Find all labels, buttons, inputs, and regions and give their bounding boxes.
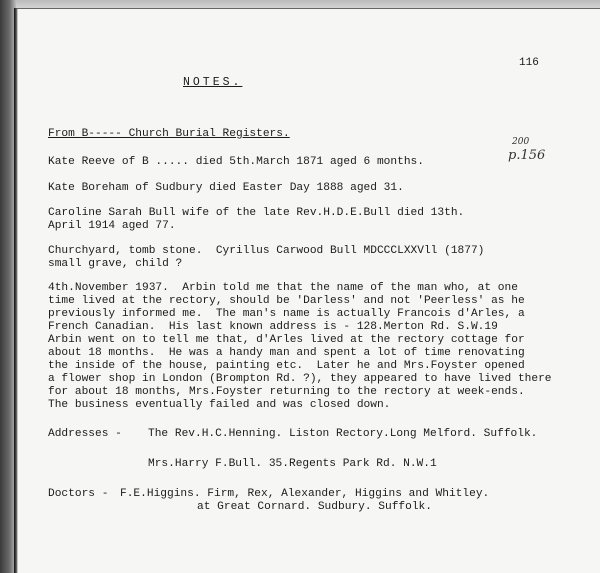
paragraph-line-1: 4th.November 1937. Arbin told me that the name of the man who, at one <box>48 282 518 294</box>
page-title: NOTES. <box>183 76 243 89</box>
page-edge <box>14 8 18 573</box>
doctors-line-2: at Great Cornard. Sudbury. Suffolk. <box>197 501 432 513</box>
churchyard-line-1: Churchyard, tomb stone. Cyrillus Carwood Bull MDCCCLXXVll (1877) <box>48 245 485 257</box>
doctors-line-1: F.E.Higgins. Firm, Rex, Alexander, Higgins and Whitley. <box>120 488 490 500</box>
doctors-label: Doctors - <box>48 488 109 500</box>
handwritten-note-top: 200 <box>512 137 530 147</box>
paragraph-line-8: a flower shop in London (Brompton Rd. ?), they appeared to have lived there <box>48 373 552 385</box>
paragraph-line-4: French Canadian. His last known address is - 128.Merton Rd. S.W.19 <box>48 321 498 333</box>
address-line-2: Mrs.Harry F.Bull. 35.Regents Park Rd. N.W.1 <box>148 458 437 470</box>
paragraph-line-7: the inside of the house, painting etc. Later he and Mrs.Foyster opened <box>48 360 525 372</box>
entry-kate-reeve: Kate Reeve of B ..... died 5th.March 1871 aged 6 months. <box>48 156 424 168</box>
paragraph-line-10: The business eventually failed and was closed down. <box>48 399 391 411</box>
address-line-1: The Rev.H.C.Henning. Liston Rectory.Long Melford. Suffolk. <box>148 428 538 440</box>
paragraph-line-9: for about 18 months, Mrs.Foyster returning to the rectory at week-ends. <box>48 386 525 398</box>
paragraph-line-6: about 18 months. He was a handy man and spent a lot of time renovating <box>48 347 525 359</box>
paragraph-line-2: time lived at the rectory, should be 'Darless' and not 'Peerless' as he <box>48 295 525 307</box>
entry-kate-boreham: Kate Boreham of Sudbury died Easter Day 1888 aged 31. <box>48 182 404 194</box>
churchyard-line-2: small grave, child ? <box>48 258 183 270</box>
entry-caroline-line-1: Caroline Sarah Bull wife of the late Rev.H.D.E.Bull died 13th. <box>48 207 465 219</box>
section-heading: From B----- Church Burial Registers. <box>48 128 290 140</box>
handwritten-note: p.156 <box>508 148 546 163</box>
addresses-label: Addresses - <box>48 428 122 440</box>
paragraph-line-5: Arbin went on to tell me that, d'Arles lived at the rectory cottage for <box>48 334 525 346</box>
paragraph-line-3: previously informed me. The man's name is actually Francois d'Arles, a <box>48 308 525 320</box>
page-number: 116 <box>519 57 539 69</box>
typed-page <box>14 8 600 573</box>
entry-caroline-line-2: April 1914 aged 77. <box>48 220 176 232</box>
